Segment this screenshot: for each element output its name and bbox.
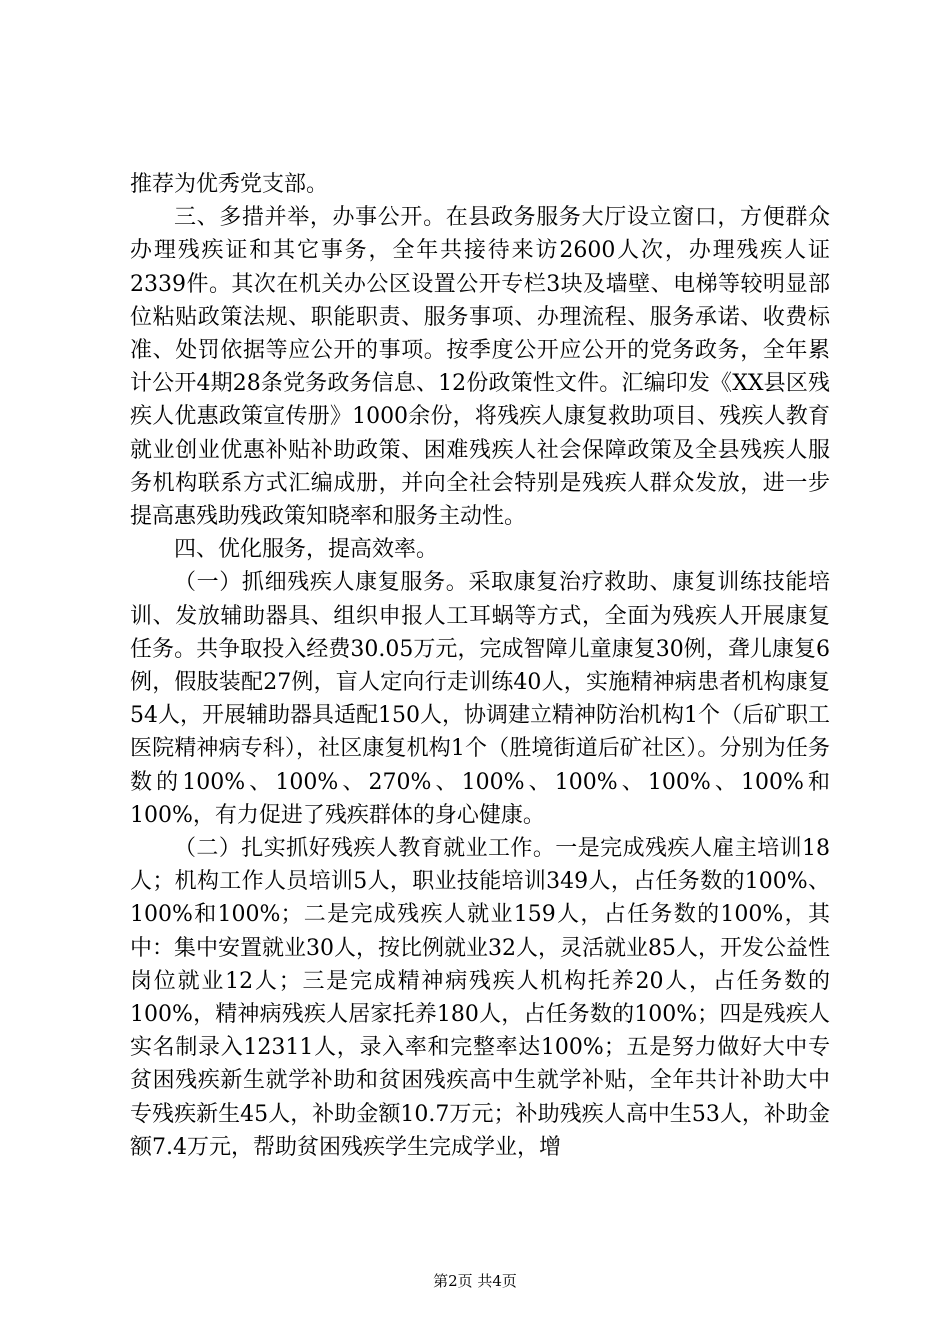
paragraph-section-4-heading: 四、优化服务，提高效率。 [174,537,439,563]
document-body [130,168,830,1164]
paragraph-education-employment: （二）扎实抓好残疾人教育就业工作。一是完成残疾人雇主培训18人；机构工作人员培训5人，职业技能培训349人，占任务数的100%、100%和100%；二是完成残疾人就业159人，占任务数的100%，其中：集中安置就业30人，按比例就业32人，灵活就业85人，开发公益性岗位就业12人；三是完成精神病残疾人机构托养20人，占任务数的100%，精神病残疾人居家托养180人，占任务数的100%；四是残疾人实名制录入12311人，录入率和完整率达100%；五是努力做好大中专贫困残疾新生就学补助和贫困残疾高中生就学补贴，全年共计补助大中专残疾新生45人，补助金额10.7万元；补助残疾人高中生53人，补助金额7.4万元，帮助贫困残疾学生完成学业，增 [130,836,830,1160]
paragraph-rehab-services: （一）抓细残疾人康复服务。采取康复治疗救助、康复训练技能培训、发放辅助器具、组织申报人工耳蜗等方式，全面为残疾人开展康复任务。共争取投入经费30.05万元，完成智障儿童康复30例，聋儿康复6例，假肢装配27例，盲人定向行走训练40人，实施精神病患者机构康复54人，开展辅助器具适配150人，协调建立精神防治机构1个（后矿职工医院精神病专科），社区康复机构1个（胜境街道后矿社区）。分别为任务数的100%、100%、270%、100%、100%、100%、100%和100%，有力促进了残疾群体的身心健康。 [130,570,830,828]
paragraph-section-3: 三、多措并举，办事公开。在县政务服务大厅设立窗口，方便群众办理残疾证和其它事务，全年共接待来访2600人次，办理残疾人证2339件。其次在机关办公区设置公开专栏3块及墙壁、电梯等较明显部位粘贴政策法规、职能职责、服务事项、办理流程、服务承诺、收费标准、处罚依据等应公开的事项。按季度公开应公开的党务政务，全年累计公开4期28条党务政务信息、12份政策性文件。汇编印发《XX县区残疾人优惠政策宣传册》1000余份，将残疾人康复救助项目、残疾人教育就业创业优惠补贴补助政策、困难残疾人社会保障政策及全县残疾人服务机构联系方式汇编成册，并向全社会特别是残疾人群众发放，进一步提高惠残助残政策知晓率和服务主动性。 [130,205,830,530]
page-footer: 第2页 共4页 [433,1272,517,1290]
paragraph-continuation: 推荐为优秀党支部。 [130,172,329,197]
